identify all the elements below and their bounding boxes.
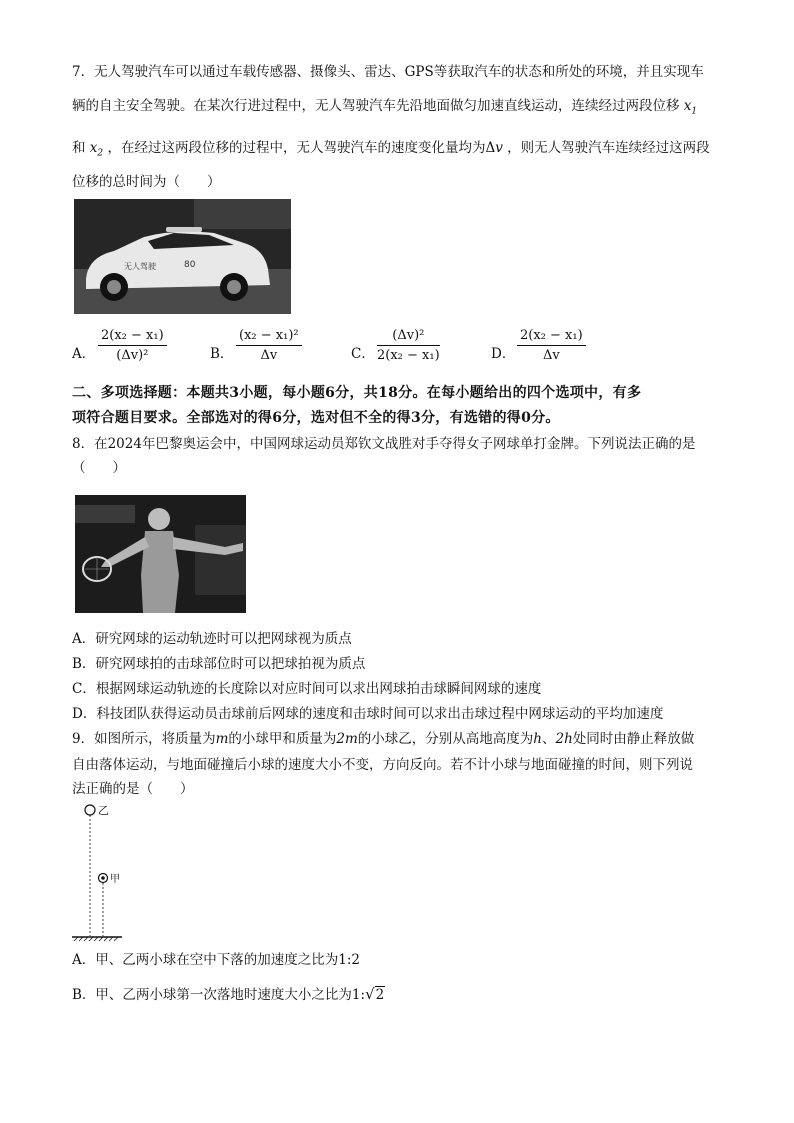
q8-option-a[interactable]: A．研究网球的运动轨迹时可以把网球视为质点 xyxy=(72,631,352,647)
sqrt-symbol: √ xyxy=(365,985,375,1003)
car-illustration xyxy=(74,199,291,314)
fraction-denominator: Δv xyxy=(542,348,560,363)
sqrt-radicand: 2 xyxy=(375,987,385,1003)
q8-line-2: （ ） xyxy=(72,460,126,476)
q9-line-1-d: 、 xyxy=(542,731,556,747)
autonomous-car-photo xyxy=(74,199,291,314)
q9-option-a[interactable]: A．甲、乙两小球在空中下落的加速度之比为1:2 xyxy=(72,952,360,968)
tennis-illustration xyxy=(75,495,246,613)
fraction-denominator: (Δv)² xyxy=(116,348,149,363)
option-letter: C． xyxy=(351,346,375,362)
fraction-numerator: 2(x₂ − x₁) xyxy=(98,328,167,346)
fraction xyxy=(377,328,440,363)
q7-line-3-pre: 和 xyxy=(72,140,86,156)
fraction-numerator: 2(x₂ − x₁) xyxy=(517,328,586,346)
q9-line-1-b: 的小球甲和质量为 xyxy=(228,731,337,747)
option-letter: D． xyxy=(491,346,516,362)
q7-line-1: 7．无人驾驶汽车可以通过车载传感器、摄像头、雷达、GPS等获取汽车的状态和所处的环境，并且实现车 xyxy=(72,64,704,80)
height-h: h xyxy=(533,731,542,747)
section2-header-line-2: 项符合题目要求。全部选对的得6分，选对但不全的得3分，有选错的得0分。 xyxy=(72,410,560,426)
label-yi: 乙 xyxy=(98,804,109,817)
option-letter: B． xyxy=(210,346,234,362)
q8-line-1: 8．在2024年巴黎奥运会中，中国网球运动员郑钦文战胜对手夺得女子网球单打金牌。下列说法正确的是 xyxy=(72,436,696,452)
q7-options xyxy=(72,328,632,376)
q7-line-4: 位移的总时间为（ ） xyxy=(72,174,221,190)
q8-option-c[interactable]: C．根据网球运动轨迹的长度除以对应时间可以求出网球拍击球瞬间网球的速度 xyxy=(72,681,542,697)
x2-symbol: $x_2$ xyxy=(89,140,104,159)
q9-option-b[interactable] xyxy=(72,984,385,1005)
q8-option-b[interactable]: B．研究网球拍的击球部位时可以把球拍视为质点 xyxy=(72,656,366,672)
q7-line-3-mid: ，在经过这两段位移的过程中，无人驾驶汽车的速度变化量均为Δ xyxy=(107,140,496,156)
x1-symbol: $x_1$ xyxy=(683,98,698,117)
q7-line-3-post: ，则无人驾驶汽车连续经过这两段 xyxy=(507,140,710,156)
q9-line-1-c: 的小球乙，分别从高地高度为 xyxy=(357,731,534,747)
q9-line-1 xyxy=(72,729,694,749)
mass-m: m xyxy=(215,731,229,747)
q7-line-3 xyxy=(72,138,710,164)
v-symbol: v xyxy=(495,140,503,156)
fraction-denominator: 2(x₂ − x₁) xyxy=(377,348,440,363)
car-logo-text: 无人驾驶 xyxy=(124,262,156,271)
q7-line-2 xyxy=(72,96,697,122)
fraction-numerator: (Δv)² xyxy=(377,328,440,346)
q8-option-d[interactable]: D．科技团队获得运动员击球前后网球的速度和击球时间可以求出击球过程中网球运动的平均加速度 xyxy=(72,706,664,722)
ball-yi xyxy=(85,805,95,815)
fraction-denominator: Δv xyxy=(260,348,278,363)
q9-option-b-text: B．甲、乙两小球第一次落地时速度大小之比为1: xyxy=(72,987,366,1003)
height-2h: 2h xyxy=(555,731,573,747)
section2-header-line-1: 二、多项选择题：本题共3小题，每小题6分，共18分。在每小题给出的四个选项中，有多 xyxy=(72,385,642,401)
falling-balls-diagram xyxy=(70,800,150,942)
fraction xyxy=(98,328,167,363)
fraction-numerator: (x₂ − x₁)² xyxy=(236,328,302,346)
q9-line-2: 自由落体运动，与地面碰撞后小球的速度大小不变，方向反向。若不计小球与地面碰撞的时间，则下列说 xyxy=(72,757,693,773)
tennis-player-photo xyxy=(75,495,246,613)
q7-line-2-text: 辆的自主安全驾驶。在某次行进过程中，无人驾驶汽车先沿地面做匀加速直线运动，连续经过两段位移 xyxy=(72,98,680,114)
mass-2m: 2m xyxy=(336,731,358,747)
fraction xyxy=(517,328,586,363)
q9-line-3: 法正确的是（ ） xyxy=(72,781,194,797)
q9-line-1-e: 处同时由静止释放做 xyxy=(572,731,695,747)
falling-balls-svg xyxy=(70,800,150,942)
car-plate-text: 80 xyxy=(184,260,196,270)
label-jia: 甲 xyxy=(110,874,120,885)
option-letter: A． xyxy=(72,346,96,362)
fraction xyxy=(236,328,302,363)
q9-line-1-a: 9．如图所示，将质量为 xyxy=(72,731,216,747)
